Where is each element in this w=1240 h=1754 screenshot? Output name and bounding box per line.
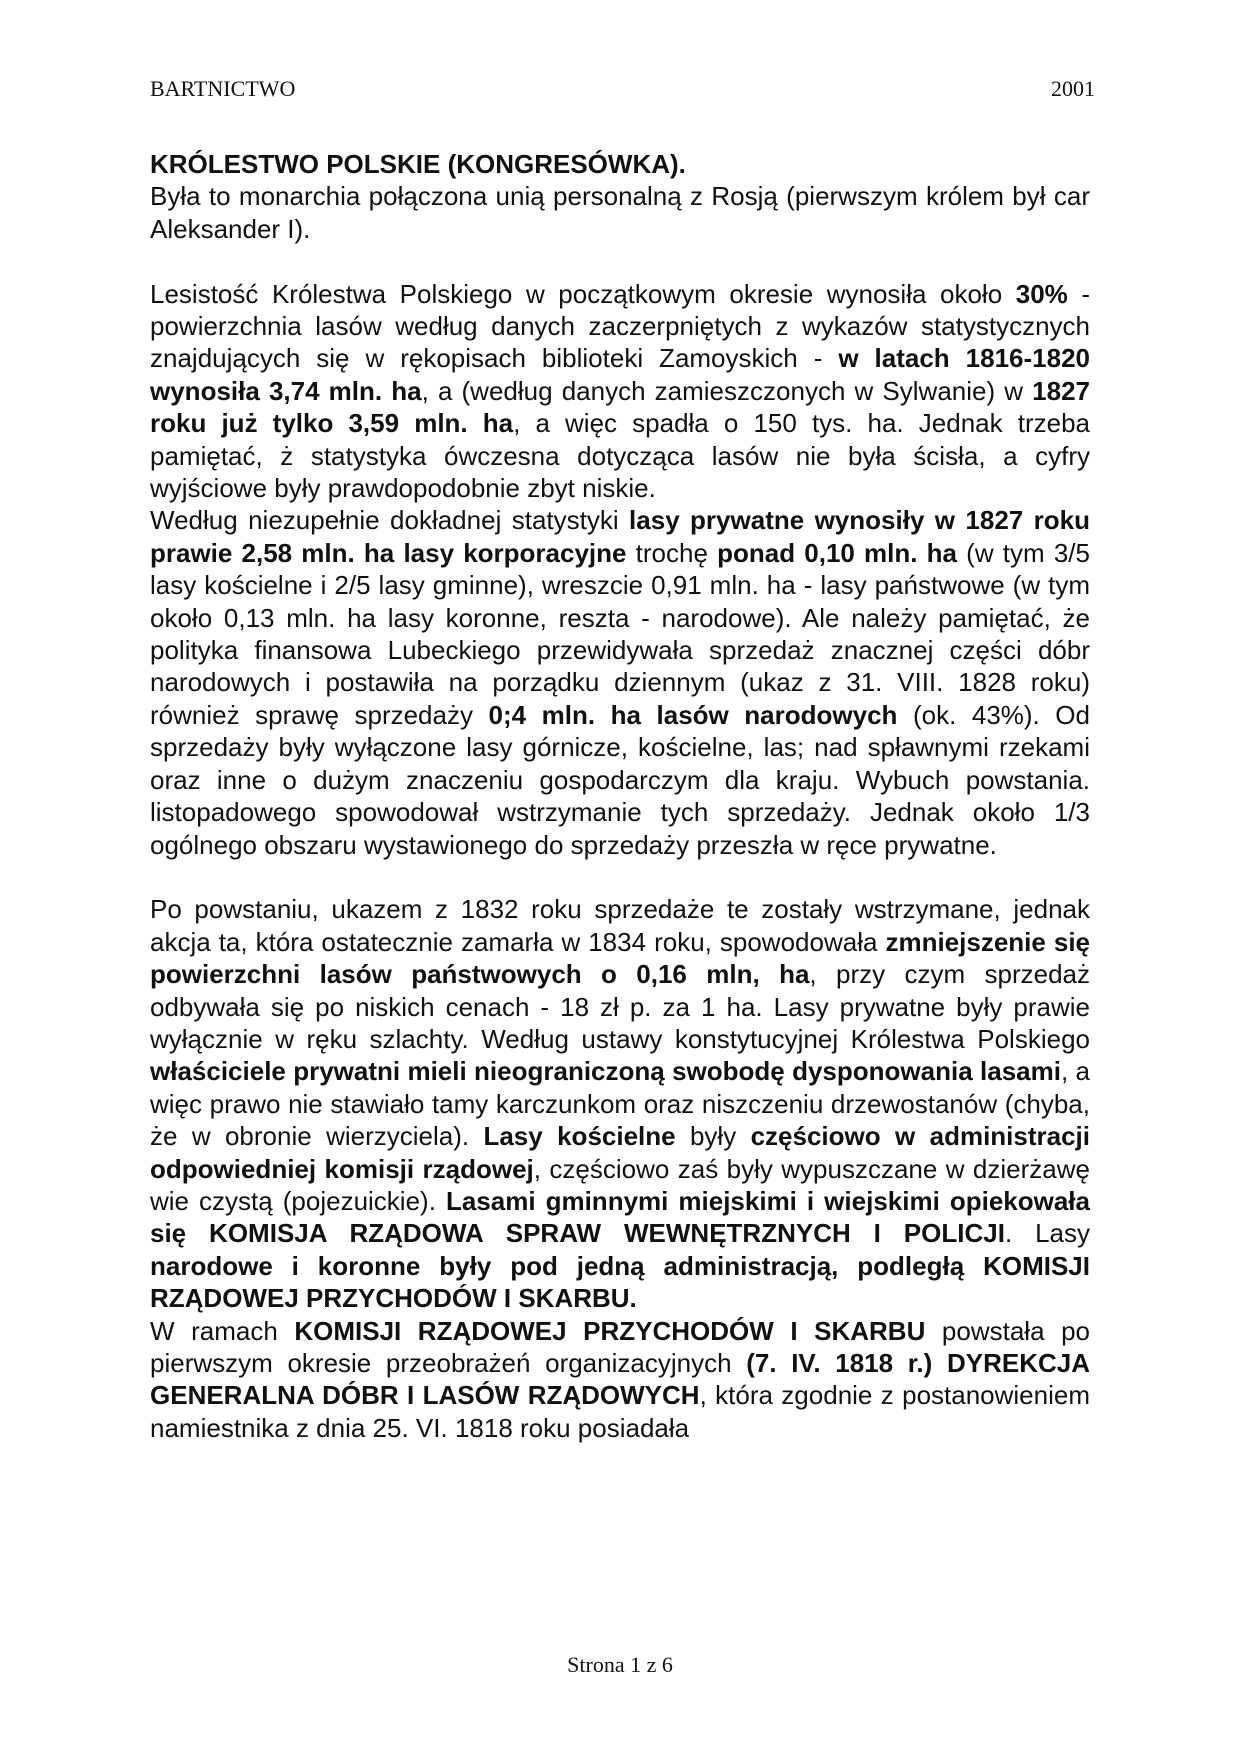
bold-text: 30%	[1015, 278, 1068, 309]
text-run: trochę	[626, 537, 718, 568]
paragraph	[150, 278, 1090, 505]
bold-text: lasy prywatne wynosiły w 1827 roku prawie 2,58 mln. ha lasy korporacyjne	[150, 505, 1090, 568]
text-run: , a (według danych zamieszczonych w Sylwanie) w	[421, 375, 1033, 406]
text-run: powstała po pierwszym okresie przeobrażeń organizacyjnych	[150, 1315, 1091, 1378]
paragraphs	[150, 180, 1090, 1444]
text-run: - powierzchnia lasów według danych zaczerpniętych z wykazów statystycznych znajdujących się w rękopisach biblioteki Zamoyskich -	[150, 278, 1091, 374]
bold-text: 0;4 mln. ha lasów narodowych	[488, 699, 898, 730]
bold-text: KOMISJI RZĄDOWEJ PRZYCHODÓW I SKARBU	[294, 1315, 926, 1346]
paragraph	[150, 1315, 1090, 1445]
text-run: , przy czym sprzedaż odbywała się po niskich cenach - 18 zł p. za 1 ha. Lasy prywatne były prawie wyłącznie w ręku szlachty. Według ustawy konstytucyjnej Królestwa Polskiego	[150, 959, 1091, 1054]
bold-text: w latach 1816-1820 wynosiła 3,74 mln. ha	[150, 343, 1090, 406]
text-run: . Lasy	[1004, 1218, 1090, 1249]
paragraph	[150, 893, 1090, 1314]
header-left: BARTNICTWO	[150, 76, 296, 101]
paragraph	[150, 180, 1090, 245]
text-run: W ramach	[150, 1315, 295, 1346]
text-run: , która zgodnie z postanowieniem namiestnika z dnia 25. VI. 1818 roku posiadała	[150, 1380, 1090, 1443]
bold-text: zmniejszenie się powierzchni lasów państwowych o 0,16 mln, ha	[150, 926, 1090, 990]
text-run: Była to monarchia połączona unią personalną z Rosją (pierwszym królem był car Aleksander I).	[150, 181, 1090, 244]
text-run: , a więc prawo nie stawiało tamy karczunkom oraz niszczeniu drzewostanów (chyba, że w obronie wierzyciela).	[150, 1056, 1090, 1152]
bold-text: narodowe i koronne były pod jedną administracją, podległą KOMISJI RZĄDOWEJ PRZYCHODÓW I SKARBU.	[150, 1250, 1090, 1314]
bold-text: (7. IV. 1818 r.) DYREKCJA GENERALNA DÓBR I LASÓW RZĄDOWYCH	[150, 1348, 1090, 1411]
text-run: Lesistość Królestwa Polskiego w początkowym okresie wynosiła około	[150, 278, 1016, 309]
text-run: były	[675, 1121, 751, 1152]
document-body	[150, 148, 1090, 1444]
bold-text: właściciele prywatni mieli nieograniczoną swobodę dysponowania lasami	[150, 1056, 1061, 1087]
page-footer: Strona 1 z 6	[567, 1652, 673, 1677]
bold-text: 1827 roku już tylko 3,59 mln. ha	[150, 375, 1091, 439]
text-run: Po powstaniu, ukazem z 1832 roku sprzedaże te zostały wstrzymane, jednak akcja ta, która ostatecznie zamarła w 1834 roku, spowodowała	[150, 894, 1090, 957]
page-header	[150, 76, 1095, 102]
text-run: , częściowo zaś były wypuszczane w dzierżawę wie czystą (pojezuickie).	[150, 1153, 1090, 1216]
bold-text: Lasy kościelne	[483, 1121, 676, 1152]
bold-text: częściowo w administracji odpowiedniej komisji rządowej	[150, 1121, 1090, 1184]
bold-text: Lasami gminnymi miejskimi i wiejskimi opiekowała się KOMISJA RZĄDOWA SPRAW WEWNĘTRZNYCH I POLICJI	[150, 1185, 1090, 1249]
bold-text: ponad 0,10 mln. ha	[717, 537, 957, 568]
header-right: 2001	[1051, 76, 1095, 101]
text-run: Według niezupełnie dokładnej statystyki	[150, 505, 630, 536]
text-run: (w tym 3/5 lasy kościelne i 2/5 lasy gminne), wreszcie 0,91 mln. ha - lasy państwowe (w tym około 0,13 mln. ha lasy koronne, reszta - narodowe). Ale należy pamiętać, że polityka finansowa Lubeckiego przewidywała sprzedaż znacznej części dóbr narodowych i postawiła na porządku dziennym (ukaz z 31. VIII. 1828 roku) również sprawę sprzedaży	[150, 537, 1090, 730]
text-run: (ok. 43%). Od sprzedaży były wyłączone lasy górnicze, kościelne, las; nad spławnymi rzekami oraz inne o dużym znaczeniu gospodarczym dla kraju. Wybuch powstania. listopadowego spowodował wstrzymanie tych sprzedaży. Jednak około 1/3 ogólnego obszaru wystawionego do sprzedaży przeszła w ręce prywatne.	[150, 699, 1090, 860]
text-run: , a więc spadła o 150 tys. ha. Jednak trzeba pamiętać, ż statystyka ówczesna dotycząca lasów nie była ścisła, a cyfry wyjściowe były prawdopodobnie zbyt niskie.	[150, 408, 1090, 504]
paragraph	[150, 504, 1090, 860]
document-title: KRÓLESTWO POLSKIE (KONGRESÓWKA).	[150, 149, 686, 179]
